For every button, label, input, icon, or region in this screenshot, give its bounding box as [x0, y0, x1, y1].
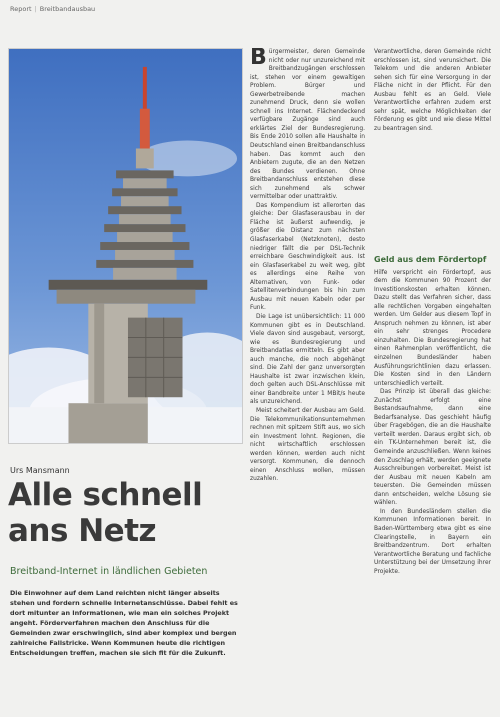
section-subhead: Geld aus dem Fördertopf — [374, 255, 487, 264]
header-topic: Breitbandausbau — [39, 5, 96, 13]
tower-illustration — [9, 49, 242, 443]
article-subtitle: Breitband-Internet in ländlichen Gebieten — [10, 566, 208, 577]
body-paragraph: Bürgermeister, deren Gemeinde nicht oder nur unzureichend mit Breitbandzugängen erschlossen ist, stehen vor einem gewaltigen Problem. Bürger und Gewerbetreibende machen zunehmend Druck, denn sie wollen schnell ins Internet. Flächendeckend verfügbare Zugänge sind auch erklärtes Ziel der Bundesregierung. Bis Ende 2010 sollen alle Haushalte in Deutschland einen Breitbandanschluss haben. Das kommt auch den Anbietern zugute, die an den Netzen des Bundes verdienen. Ohne Breitbandanschluss entstehen diese sich zunehmend als schwer vermittelbar oder unattraktiv. — [250, 48, 365, 201]
title-line-1: Alle schnell — [8, 477, 203, 513]
article-lead: Die Einwohner auf dem Land reichten nicht länger abseits stehen und fordern schnelle Internetanschlüsse. Dabei fehlt es dort mitunter an Informationen, wie man ein solches Projekt angeht. Förderverfahren machen den Anschluss für die Gemeinden zwar erschwinglich, sind aber komplex und bergen zahlreiche Fallstricke. Wenn Kommunen heute die richtigen Entscheidungen treffen, machen sie sich fit für die Zukunft. — [10, 589, 238, 657]
body-column-1 — [250, 48, 365, 710]
body-paragraph: Die Lage ist unübersichtlich: 11 000 Kommunen gibt es in Deutschland. Viele davon sind ausgebaut, versorgt, wie es Bundesregierung und Breitbandatlas ermitteln. Es gibt aber auch manche, die noch abgehängt sind. Die Zahl der ganz unversorgten Haushalte ist zwar inzwischen klein, doch gelten auch DSL-Anschlüsse mit einer Bandbreite unter 1 MBit/s heute als unzureichend. — [250, 313, 365, 406]
title-line-2: ans Netz — [8, 513, 157, 549]
body-column-2 — [374, 48, 491, 695]
body-paragraph: Meist scheitert der Ausbau am Geld. Die Telekommunikationsunternehmen rechnen mit spitzem Stift aus, wo sich ein Investment lohnt. Regionen, die nicht wirtschaftlich erschlossen werden können, werden auch nicht versorgt. Kommunen, die dennoch einen Anschluss wollen, müssen zuzahlen. — [250, 407, 365, 483]
header-section: Report — [10, 5, 32, 13]
page-header: Report | Breitbandausbau — [10, 5, 96, 13]
article-title — [8, 477, 243, 549]
tower-photo — [8, 48, 243, 444]
body-paragraph: Das Prinzip ist überall das gleiche: Zunächst erfolgt eine Bestandsaufnahme, dann eine Bedarfsanalyse. Das geschieht häufig über Fragebögen, die an die Haushalte verteilt werden. Daraus ergibt sich, ob ein TK-Unternehmen bereit ist, die Gemeinde anzuschließen. Wenn keines den Zuschlag erhält, werden geeignete Ausschreibungen vorbereitet. Meist ist der Ausbau mit neuen Kabeln am teuersten. Die Gemeinden müssen dann entscheiden, welche Lösung sie wählen. — [374, 389, 491, 507]
drop-cap: B — [250, 48, 267, 70]
body-paragraph: Hilfe verspricht ein Fördertopf, aus dem die Kommunen 90 Prozent der Investitionskosten erhalten können. Dazu stellt das Verfahren sicher, dass alle rechtlichen Vorgaben eingehalten werden. Um Gelder aus diesem Topf in Anspruch nehmen zu können, ist aber ein sehr strenges Procedere einzuhalten. Die Bundesregierung hat einen Rahmenplan veröffentlicht, die einzelnen Bundesländer haben Ausführungsrichtlinien dazu erlassen. Die Kosten sind in den Ländern unterschiedlich verteilt. — [374, 269, 491, 387]
body-paragraph: Verantwortliche, deren Gemeinde nicht erschlossen ist, sind verunsichert. Die Telekom und die anderen Anbieter sehen sich für eine Versorgung in der Fläche nicht in der Pflicht. Für den Ausbau fehlt es an Geld. Viele Verantwortliche erfahren zudem erst sehr spät, welche Möglichkeiten der Förderung es gibt und wie diese Mittel zu beantragen sind. — [374, 49, 491, 132]
body-paragraph: Das Kompendium ist allerorten das gleiche: Der Glasfaserausbau in der Fläche ist äußerst aufwendig, je größer die Distanz zum nächsten Glasfaserkabel (Netzknoten), desto niedriger fällt die per DSL-Technik erreichbare Geschwindigkeit aus. Ist ein Glasfaserkabel zu weit weg, gibt es allerdings eine Reihe von Alternativen, von Funk- oder Satellitenverbindungen bis hin zum Ausbau mit neuen Kabeln oder per Funk. — [250, 202, 365, 312]
author-name: Urs Mansmann — [10, 466, 70, 475]
body-paragraph: In den Bundesländern stellen die Kommunen Informationen bereit. In Baden-Württemberg etwa gibt es eine Clearingstelle, in Bayern ein Breitbandzentrum. Dort erhalten Verantwortliche Beratung und fachliche Unterstützung bei der Umsetzung ihrer Projekte. — [374, 508, 491, 575]
